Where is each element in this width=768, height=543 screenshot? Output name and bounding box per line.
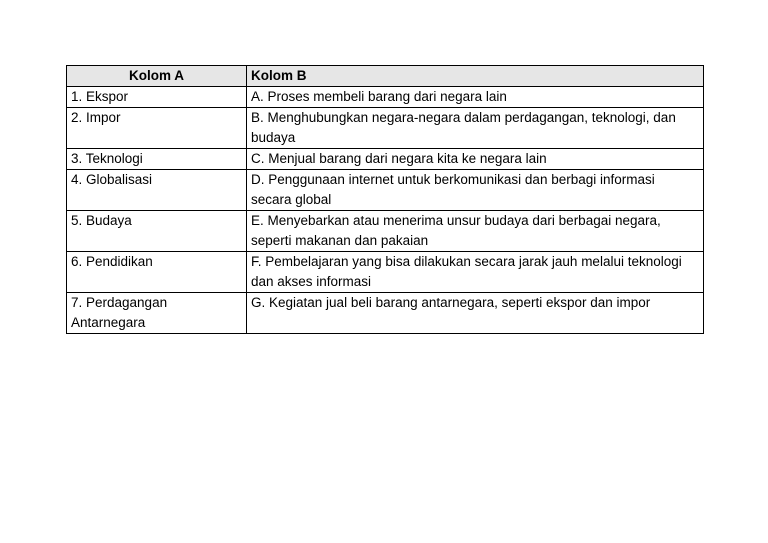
term-cell: 4. Globalisasi (67, 170, 247, 211)
definition-cell: E. Menyebarkan atau menerima unsur budaya dari berbagai negara, seperti makanan dan pakaian (247, 211, 704, 252)
term-cell: 2. Impor (67, 108, 247, 149)
definition-cell: B. Menghubungkan negara-negara dalam perdagangan, teknologi, dan budaya (247, 108, 704, 149)
matching-table (66, 65, 704, 334)
table-row (67, 293, 704, 334)
table-row (67, 170, 704, 211)
column-b-header: Kolom B (247, 66, 704, 87)
column-a-header: Kolom A (67, 66, 247, 87)
term-cell: 5. Budaya (67, 211, 247, 252)
definition-cell: F. Pembelajaran yang bisa dilakukan secara jarak jauh melalui teknologi dan akses informasi (247, 252, 704, 293)
term-cell: 3. Teknologi (67, 149, 247, 170)
table-row (67, 149, 704, 170)
table-row (67, 108, 704, 149)
table-row (67, 252, 704, 293)
definition-cell: G. Kegiatan jual beli barang antarnegara, seperti ekspor dan impor (247, 293, 704, 334)
term-cell: 1. Ekspor (67, 87, 247, 108)
term-cell: 7. Perdagangan Antarnegara (67, 293, 247, 334)
definition-cell: D. Penggunaan internet untuk berkomunikasi dan berbagi informasi secara global (247, 170, 704, 211)
table-row (67, 211, 704, 252)
definition-cell: C. Menjual barang dari negara kita ke negara lain (247, 149, 704, 170)
table-header-row (67, 66, 704, 87)
term-cell: 6. Pendidikan (67, 252, 247, 293)
table-row (67, 87, 704, 108)
definition-cell: A. Proses membeli barang dari negara lain (247, 87, 704, 108)
